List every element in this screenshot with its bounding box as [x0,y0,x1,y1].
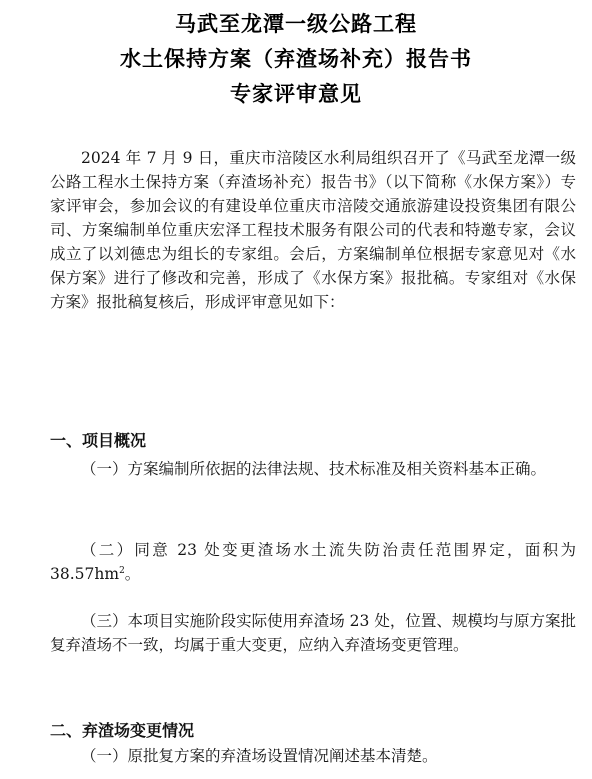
section1-item2-block [50,538,576,586]
section1-item2-superscript: 2 [119,565,125,576]
section1-item1-block [50,457,576,481]
section1-heading: 一、项目概况 [50,431,147,450]
document-title-line3: 专家评审意见 [230,82,362,106]
intro-paragraph: 2024 年 7 月 9 日，重庆市涪陵区水利局组织召开了《马武至龙潭一级公路工程水土保持方案（弃渣场补充）报告书》（以下简称《水保方案》）专家评审会，参加会议的有建设单位重庆市涪陵交通旅游建设投资集团有限公司、方案编制单位重庆宏泽工程技术服务有限公司的代表和特邀专家，会议成立了以刘德忠为组长的专家组。会后，方案编制单位根据专家意见对《水保方案》进行了修改和完善，形成了《水保方案》报批稿。专家组对《水保方案》报批稿复核后，形成评审意见如下： [50,149,576,311]
intro-block [50,146,576,314]
section1-item1: （一）方案编制所依据的法律法规、技术标准及相关资料基本正确。 [81,460,547,478]
section1-item3-block [50,609,576,657]
section1-item3: （三）本项目实施阶段实际使用弃渣场 23 处，位置、规模均与原方案批复弃渣场不一致，均属于重大变更，应纳入弃渣场变更管理。 [50,612,576,654]
section2-heading: 二、弃渣场变更情况 [50,721,195,740]
section1-item2-end: 。 [124,565,141,583]
section2-item1: （一）原批复方案的弃渣场设置情况阐述基本清楚。 [81,747,438,765]
document-title-line2: 水土保持方案（弃渣场补充）报告书 [120,47,472,71]
document-title-line1: 马武至龙潭一级公路工程 [175,12,417,36]
section1-item2 [50,538,576,586]
section2-item1-block [50,744,576,768]
section1-item2-text: （二）同意 23 处变更渣场水土流失防治责任范围界定，面积为 38.57hm [50,541,576,583]
